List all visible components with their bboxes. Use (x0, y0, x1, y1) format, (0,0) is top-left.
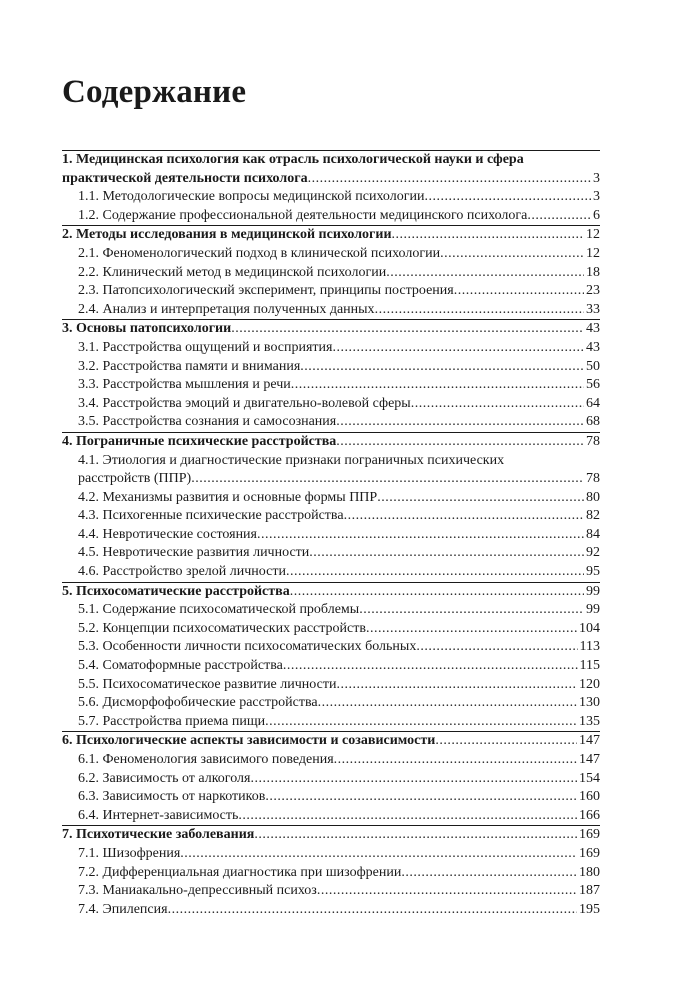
toc-section-4-5[interactable]: 4.5. Невротические развития личности ..... 92 (62, 544, 600, 563)
toc-section-6-1[interactable]: 6.1. Феноменология зависимого поведения ..... 147 (62, 751, 600, 770)
page-number: 99 (586, 583, 600, 599)
toc-section-4-3[interactable]: 4.3. Психогенные психические расстройства ..... 82 (62, 507, 600, 526)
toc-section-4-1[interactable]: расстройств (ППР) ..... 78 (62, 470, 600, 489)
page-number: 169 (579, 845, 600, 861)
toc-section-4-6[interactable]: 4.6. Расстройство зрелой личности ..... 95 (62, 563, 600, 582)
page-number: 99 (586, 602, 600, 618)
page-number: 130 (579, 695, 600, 711)
toc-section-7-1[interactable]: 7.1. Шизофрения ..... 169 (62, 845, 600, 864)
toc-chapter-6[interactable]: 6. Психологические аспекты зависимости и созависимости ..... 147 (62, 732, 600, 751)
page-number: 120 (579, 676, 600, 692)
page-number: 169 (579, 827, 600, 843)
page-number: 68 (586, 414, 600, 430)
page-number: 64 (586, 395, 600, 411)
toc-section-3-5[interactable]: 3.5. Расстройства сознания и самосознания ..... 68 (62, 413, 600, 432)
page-number: 18 (586, 264, 600, 280)
toc-section-1-2[interactable]: 1.2. Содержание профессиональной деятельности медицинского психолога ..... 6 (62, 207, 600, 226)
page-number: 135 (579, 713, 600, 729)
toc-chapter-7[interactable]: 7. Психотические заболевания ..... 169 (62, 826, 600, 845)
page-number: 50 (586, 358, 600, 374)
toc-section-5-7[interactable]: 5.7. Расстройства приема пищи ..... 135 (62, 713, 600, 732)
page-number: 33 (586, 301, 600, 317)
page-number: 78 (586, 433, 600, 449)
toc-chapter-5[interactable]: 5. Психосоматические расстройства ..... 99 (62, 583, 600, 602)
toc-chapter-2[interactable]: 2. Методы исследования в медицинской психологии ..... 12 (62, 226, 600, 245)
page-number: 23 (586, 283, 600, 299)
page-number: 104 (579, 620, 600, 636)
toc-section-2-1[interactable]: 2.1. Феноменологический подход в клинической психологии ..... 12 (62, 245, 600, 264)
toc-section-6-4[interactable]: 6.4. Интернет-зависимость ..... 166 (62, 807, 600, 826)
page-number: 12 (586, 245, 600, 261)
toc-section-5-2[interactable]: 5.2. Концепции психосоматических расстройств ..... 104 (62, 620, 600, 639)
toc-section-1-1[interactable]: 1.1. Методологические вопросы медицинской психологии ..... 3 (62, 188, 600, 207)
toc-section-5-6[interactable]: 5.6. Дисморфофобические расстройства ..... 130 (62, 694, 600, 713)
page-number: 80 (586, 489, 600, 505)
toc-section-5-4[interactable]: 5.4. Соматоформные расстройства ..... 115 (62, 657, 600, 676)
page-number: 84 (586, 526, 600, 542)
page-number: 154 (579, 770, 600, 786)
page-number: 147 (579, 752, 600, 767)
toc-section-4-2[interactable]: 4.2. Механизмы развития и основные формы ППР ..... 80 (62, 489, 600, 508)
toc-section-4-4[interactable]: 4.4. Невротические состояния ..... 84 (62, 526, 600, 545)
page-number: 78 (586, 471, 600, 487)
toc-section-6-2[interactable]: 6.2. Зависимость от алкоголя ..... 154 (62, 770, 600, 789)
page-title: Содержание (62, 74, 247, 110)
toc-chapter-4[interactable]: 4. Пограничные психические расстройства ..... 78 (62, 433, 600, 452)
toc-section-5-5[interactable]: 5.5. Психосоматическое развитие личности ..... 120 (62, 676, 600, 695)
page-number: 95 (586, 564, 600, 580)
toc-section-3-1[interactable]: 3.1. Расстройства ощущений и восприятия ..... 43 (62, 339, 600, 358)
toc-chapter-3[interactable]: 3. Основы патопсихологии ..... 43 (62, 320, 600, 339)
toc-section-2-2[interactable]: 2.2. Клинический метод в медицинской психологии ..... 18 (62, 264, 600, 283)
page-number: 43 (586, 339, 600, 355)
page-number: 3 (593, 189, 600, 205)
page-number: 3 (593, 170, 600, 186)
page-number: 12 (586, 227, 600, 243)
page-number: 43 (586, 321, 600, 337)
toc-chapter-1[interactable]: практической деятельности психолога ..... 3 (62, 170, 600, 189)
page-number: 160 (579, 789, 600, 805)
toc-chapter-1-line1[interactable]: 1. Медицинская психология как отрасль психологической науки и сфера (62, 152, 524, 167)
toc-section-7-4[interactable]: 7.4. Эпилепсия ..... 195 (62, 901, 600, 920)
toc-section-3-2[interactable]: 3.2. Расстройства памяти и внимания ..... 50 (62, 358, 600, 377)
page-number: 166 (579, 807, 600, 823)
toc-section-4-1-line1[interactable]: 4.1. Этиология и диагностические признаки пограничных психических (78, 452, 505, 468)
page-number: 6 (593, 207, 600, 223)
toc-section-3-3[interactable]: 3.3. Расстройства мышления и речи ..... 56 (62, 376, 600, 395)
toc-section-3-4[interactable]: 3.4. Расстройства эмоций и двигательно-волевой сферы ..... 64 (62, 395, 600, 414)
page-number: 82 (586, 508, 600, 524)
page-number: 147 (579, 733, 600, 749)
page-number: 56 (586, 377, 600, 393)
page-number: 113 (579, 639, 600, 655)
page-number: 115 (579, 658, 600, 674)
toc-section-7-3[interactable]: 7.3. Маниакально-депрессивный психоз ..... 187 (62, 882, 600, 901)
page-number: 187 (579, 883, 600, 899)
page-number: 92 (586, 545, 600, 561)
toc-section-5-1[interactable]: 5.1. Содержание психосоматической проблемы ..... 99 (62, 601, 600, 620)
page-number: 195 (579, 901, 600, 917)
toc-section-7-2[interactable]: 7.2. Дифференциальная диагностика при шизофрении ..... 180 (62, 864, 600, 883)
toc-section-5-3[interactable]: 5.3. Особенности личности психосоматических больных ..... 113 (62, 638, 600, 657)
toc-section-2-3[interactable]: 2.3. Патопсихологический эксперимент, принципы построения ..... 23 (62, 282, 600, 301)
table-of-contents (62, 150, 600, 919)
toc-section-2-4[interactable]: 2.4. Анализ и интерпретация полученных данных ..... 33 (62, 301, 600, 320)
toc-section-6-3[interactable]: 6.3. Зависимость от наркотиков ..... 160 (62, 788, 600, 807)
page-number: 180 (579, 864, 600, 880)
